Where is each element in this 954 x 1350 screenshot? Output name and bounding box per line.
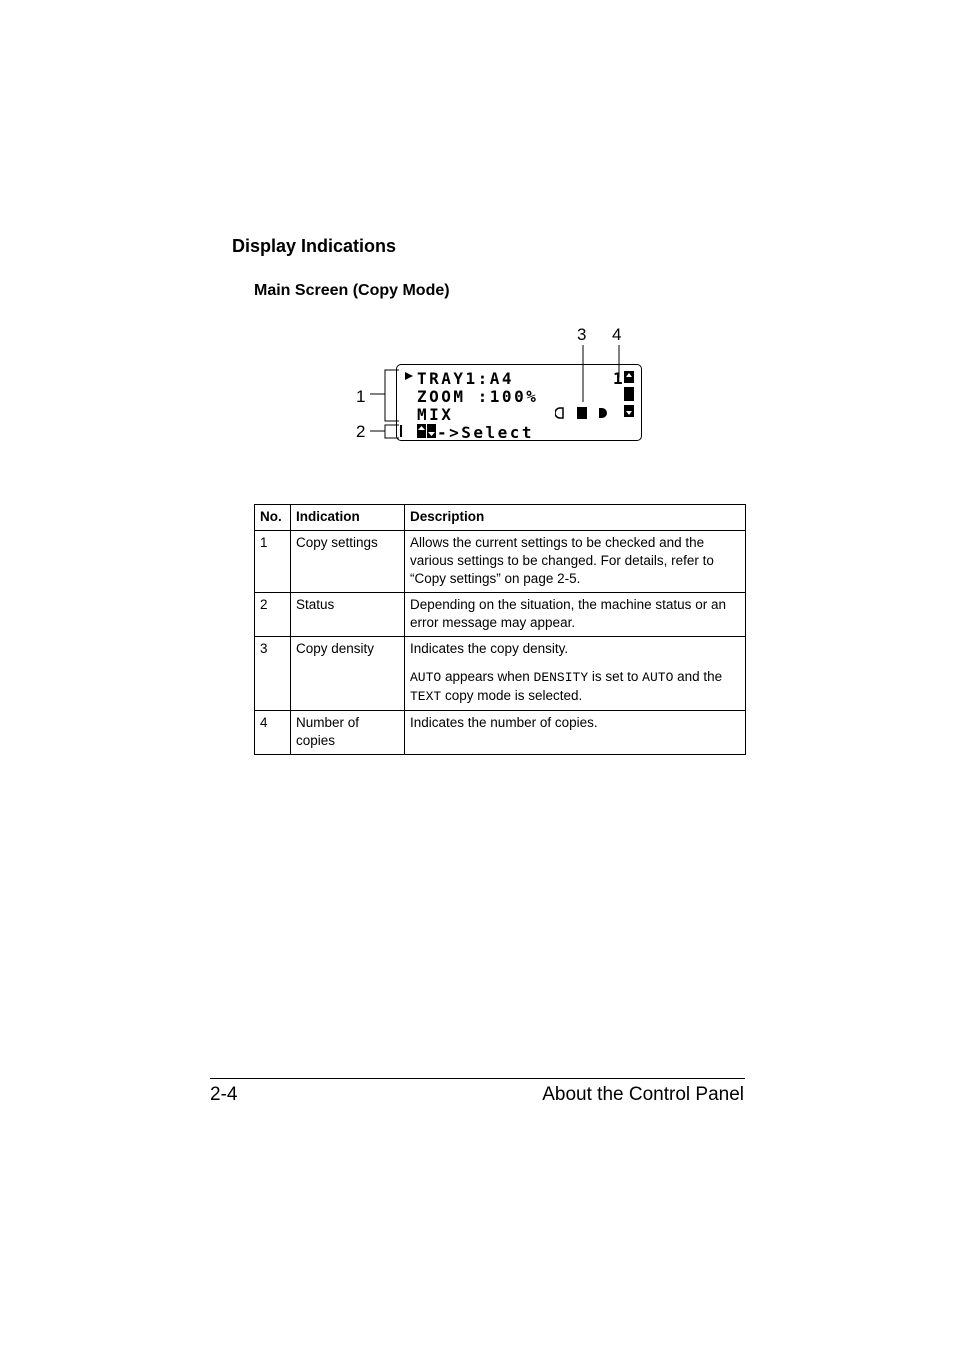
table-row [255, 593, 746, 637]
section-heading: Display Indications [232, 236, 397, 256]
callout-2: 2 [356, 422, 366, 441]
mono-term: AUTO [642, 670, 674, 685]
row-description: Allows the current settings to be checked and the various settings to be changed. For details, refer to “Copy settings” on page 2-5. [405, 531, 746, 593]
callout-1: 1 [356, 387, 366, 406]
table-row [255, 637, 746, 711]
lcd-line-zoom: ZOOM :100% [417, 387, 539, 406]
header-description: Description [405, 505, 746, 531]
description-note [410, 668, 740, 706]
lcd-line-mode: MIX [417, 405, 454, 424]
table-header-row [255, 505, 746, 531]
lcd-line-tray: TRAY1:A4 [417, 369, 515, 388]
row-description: Indicates the number of copies. [405, 711, 746, 755]
status-bar-icon [400, 425, 402, 437]
page-number: 2-4 [210, 1084, 238, 1105]
row-indication: Number of copies [291, 711, 405, 755]
lcd-panel [396, 364, 642, 441]
row-indication: Copy settings [291, 531, 405, 593]
table-row [255, 711, 746, 755]
row-no: 4 [255, 711, 291, 755]
note-text: and the [673, 669, 723, 684]
description-text: Indicates the copy density. [410, 641, 569, 656]
callout-3: 3 [577, 325, 587, 344]
row-no: 3 [255, 637, 291, 711]
header-indication: Indication [291, 505, 405, 531]
lcd-line-select: ->Select [437, 423, 535, 442]
row-indication: Status [291, 593, 405, 637]
row-indication: Copy density [291, 637, 405, 711]
footer-rule [210, 1078, 745, 1079]
note-text: appears when [441, 669, 534, 684]
row-description: Depending on the situation, the machine status or an error message may appear. [405, 593, 746, 637]
row-no: 1 [255, 531, 291, 593]
row-no: 2 [255, 593, 291, 637]
footer-section-title: About the Control Panel [542, 1084, 744, 1105]
copies-scroll-icon [624, 371, 634, 417]
mono-term: DENSITY [533, 670, 589, 685]
density-indicator-icon [555, 406, 619, 420]
copies-count: 1 [613, 369, 623, 388]
up-down-keys-icon [417, 424, 437, 438]
table-row [255, 531, 746, 593]
note-text: copy mode is selected. [441, 688, 583, 703]
lcd-figure [340, 320, 660, 450]
note-text: is set to [588, 669, 643, 684]
row-description [405, 637, 746, 711]
header-no: No. [255, 505, 291, 531]
callout-4: 4 [612, 325, 622, 344]
indications-table [254, 504, 746, 755]
mono-term: TEXT [410, 689, 442, 704]
mono-term: AUTO [410, 670, 442, 685]
cursor-arrow-icon [405, 372, 413, 380]
subsection-heading: Main Screen (Copy Mode) [254, 282, 450, 299]
